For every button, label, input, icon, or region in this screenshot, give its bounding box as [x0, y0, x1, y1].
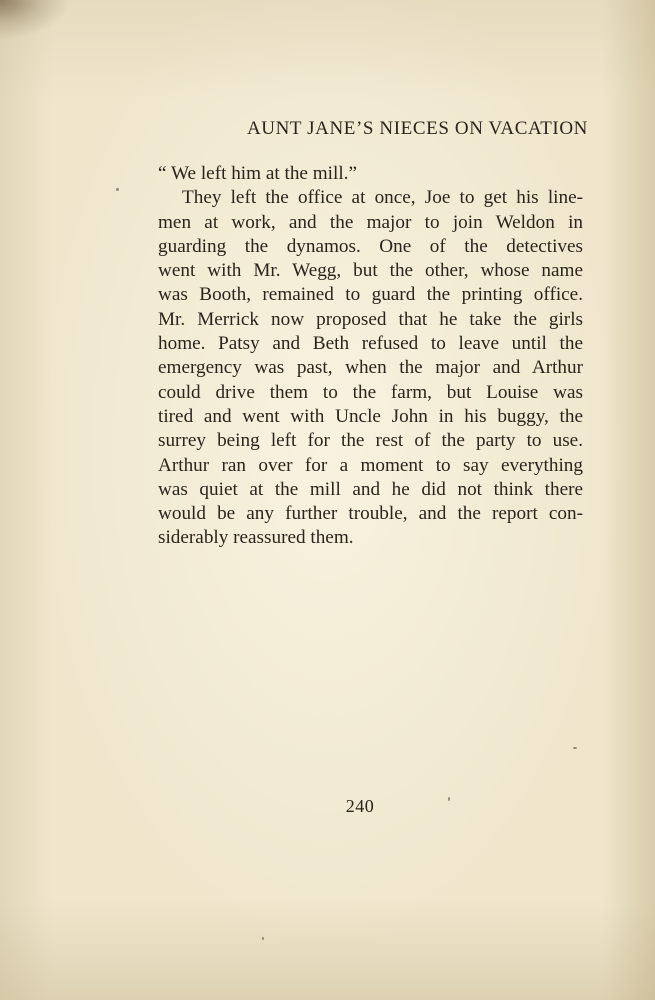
- paper-speck: [448, 797, 450, 801]
- text-line: guarding the dynamos. One of the detectives: [158, 235, 583, 257]
- running-head: AUNT JANE’S NIECES ON VACATION: [246, 118, 588, 139]
- text-line: was Booth, remained to guard the printing office.: [158, 284, 583, 306]
- text-line: men at work, and the major to join Weldon in: [158, 211, 583, 233]
- paper-speck: [573, 747, 577, 749]
- text-line: went with Mr. Wegg, but the other, whose name: [158, 260, 583, 282]
- text-line: was quiet at the mill and he did not think there: [158, 478, 583, 500]
- text-line: They left the office at once, Joe to get his line-: [182, 187, 583, 209]
- text-line: Arthur ran over for a moment to say everything: [158, 454, 583, 476]
- paper-speck: [262, 937, 264, 940]
- text-line: surrey being left for the rest of the party to use.: [158, 430, 583, 452]
- text-line: siderably reassured them.: [158, 527, 354, 549]
- page-number: 240: [345, 796, 375, 816]
- text-line: emergency was past, when the major and Arthur: [158, 357, 583, 379]
- body-text: [158, 162, 583, 551]
- text-line: would be any further trouble, and the report con-: [158, 503, 583, 525]
- text-line: home. Patsy and Beth refused to leave until the: [158, 333, 583, 355]
- page-corner-shadow: [0, 0, 70, 40]
- text-line: “ We left him at the mill.”: [158, 163, 357, 184]
- text-line: could drive them to the farm, but Louise was: [158, 381, 583, 403]
- text-line: Mr. Merrick now proposed that he take the girls: [158, 308, 583, 330]
- text-line: tired and went with Uncle John in his buggy, the: [158, 405, 583, 427]
- paper-speck: [116, 188, 119, 191]
